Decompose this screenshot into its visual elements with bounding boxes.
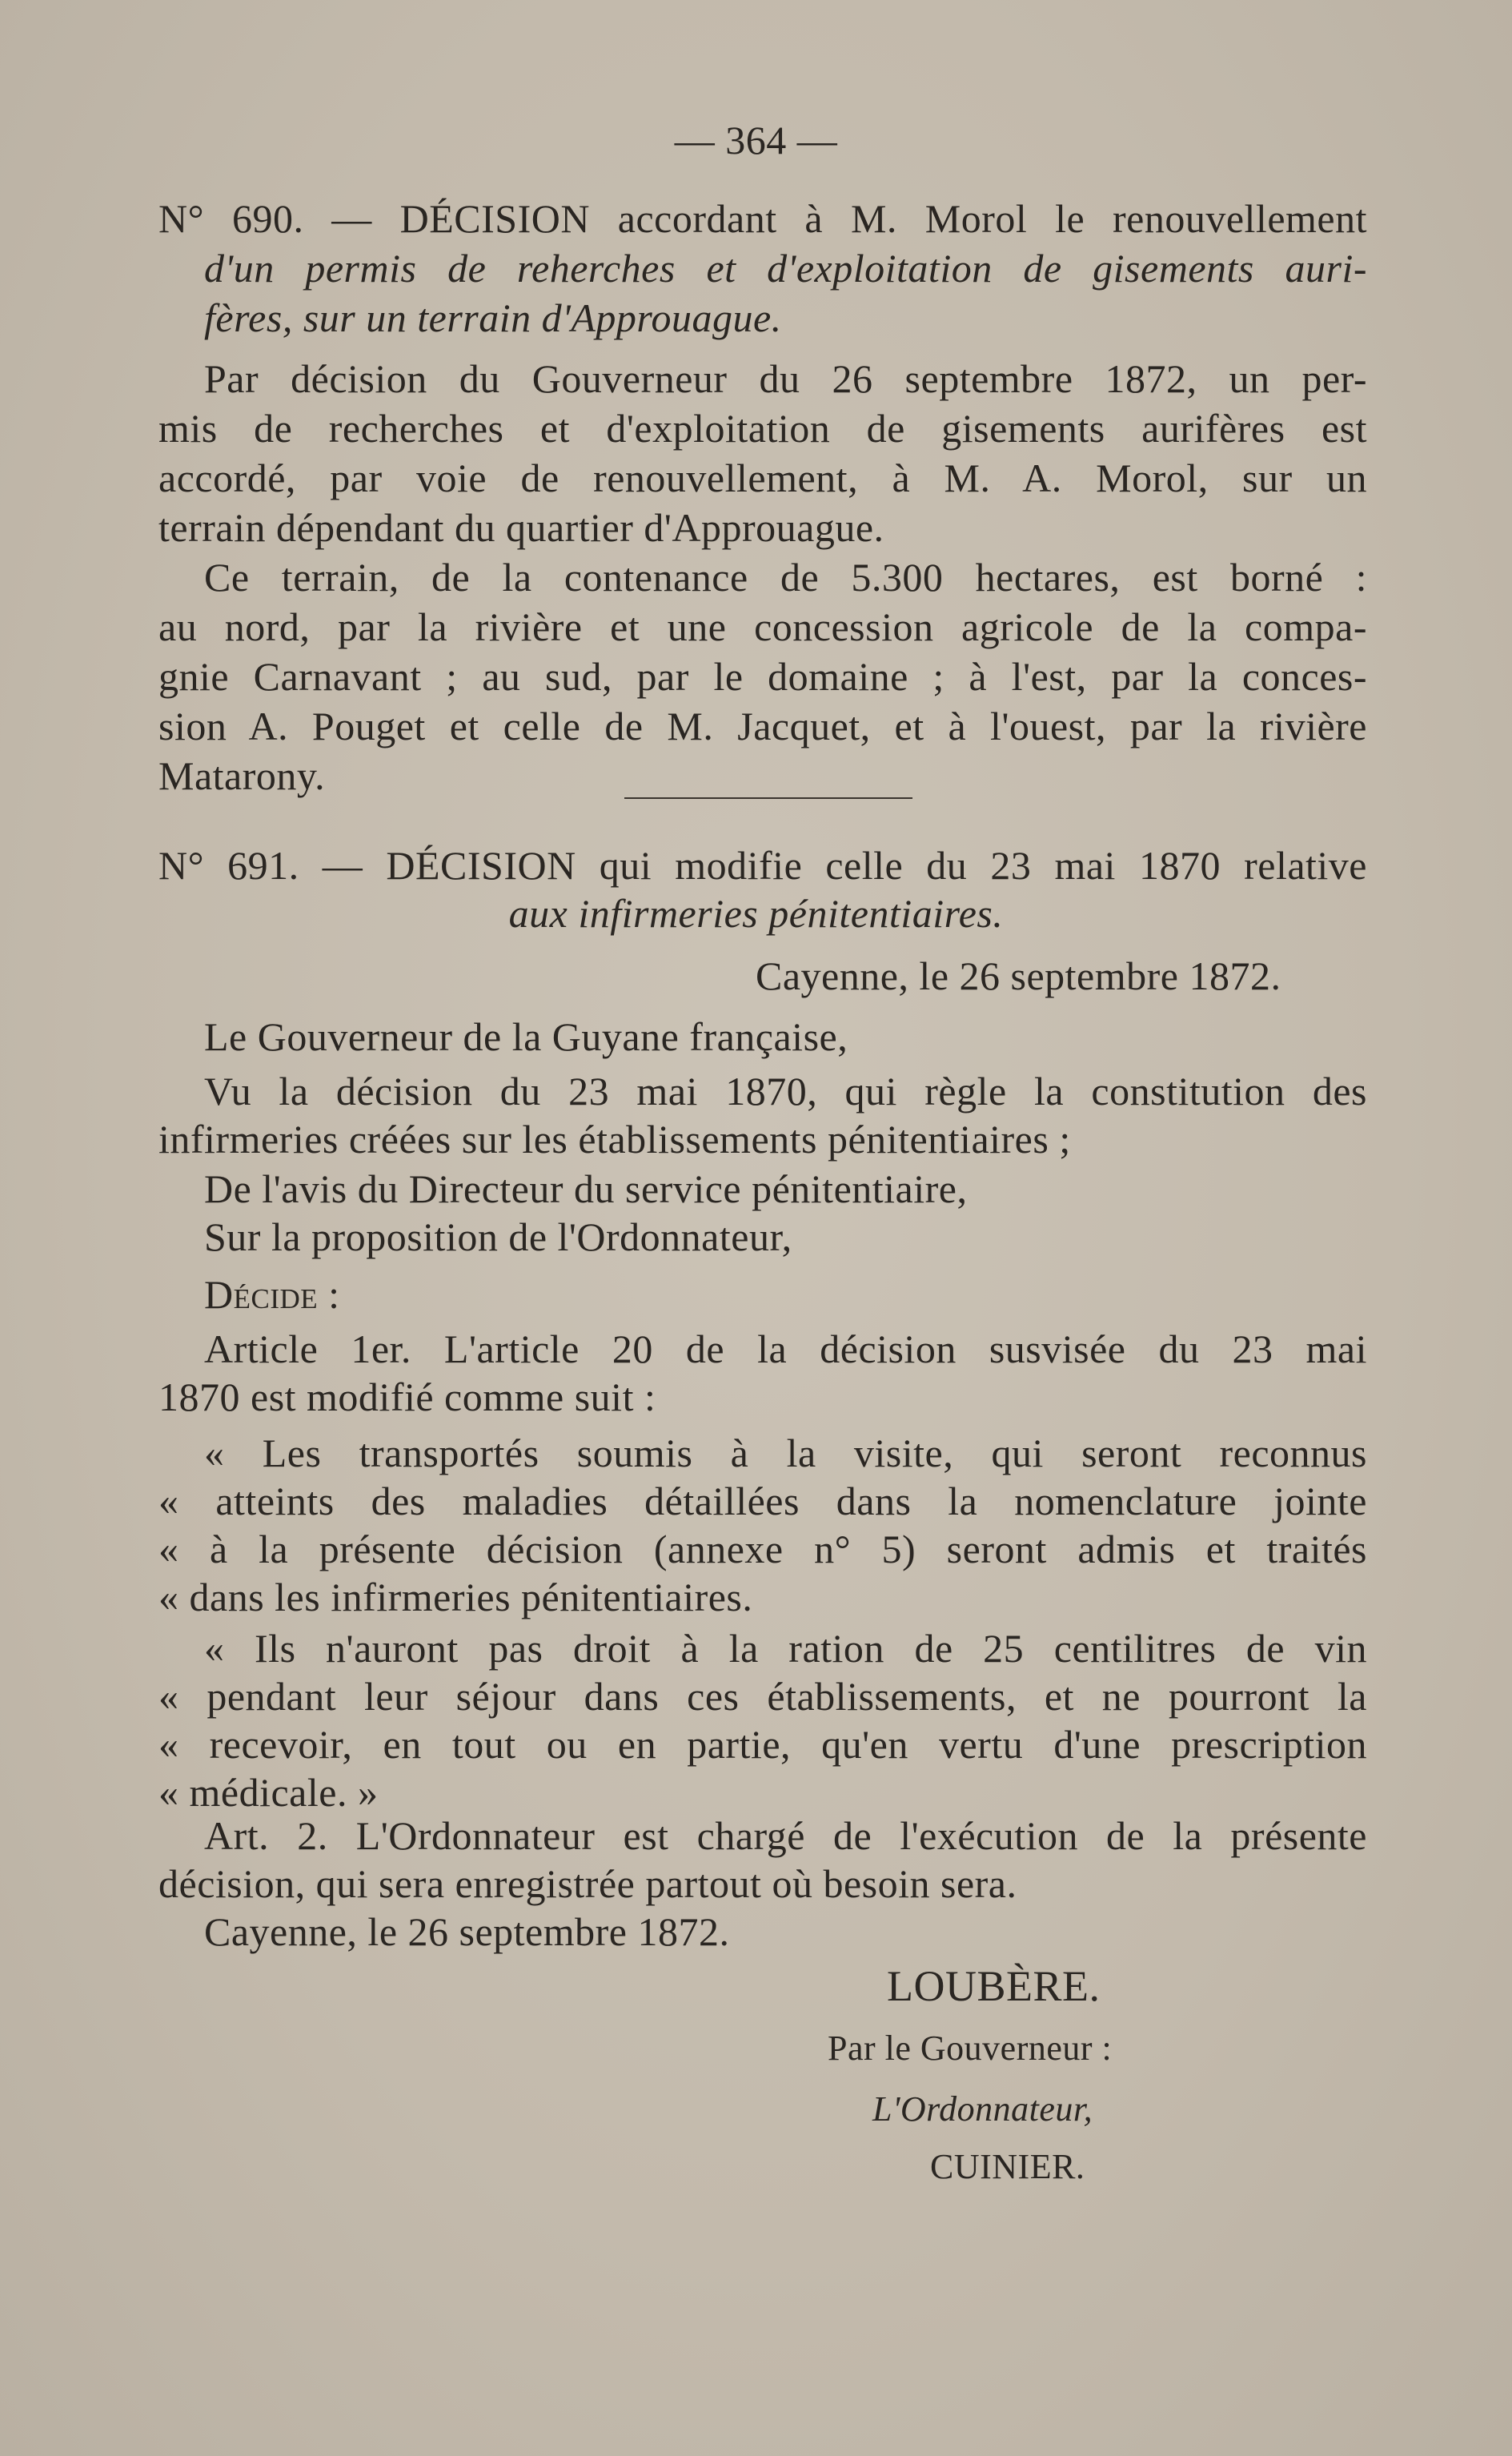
entry-691-body-line: « atteints des maladies détaillées dans la nomenclature jointe <box>158 1479 1367 1523</box>
entry-691-body-line: De l'avis du Directeur du service pénitentiaire, <box>204 1166 968 1211</box>
entry-690-heading-line-1: N° 690. — DÉCISION accordant à M. Morol le renouvellement <box>158 196 1367 241</box>
entry-690-body-line: au nord, par la rivière et une concession agricole de la compa- <box>158 604 1367 649</box>
signature-name: LOUBÈRE. <box>887 1962 1101 2010</box>
entry-690-body-line: terrain dépendant du quartier d'Approuague. <box>158 505 884 550</box>
entry-691-body-line: « Ils n'auront pas droit à la ration de 25 centilitres de vin <box>204 1626 1367 1671</box>
entry-691-body-line: Décide : <box>204 1272 340 1317</box>
signature-by-line: Par le Gouverneur : <box>828 2029 1113 2068</box>
entry-691-body-line: 1870 est modifié comme suit : <box>158 1374 656 1419</box>
entry-691-body-line: Sur la proposition de l'Ordonnateur, <box>204 1214 792 1259</box>
entry-690-heading-line-2: d'un permis de reherches et d'exploitation de gisements auri- <box>204 246 1367 291</box>
page-number: — 364 — <box>674 118 838 163</box>
entry-690-body-line: gnie Carnavant ; au sud, par le domaine ; à l'est, par la conces- <box>158 654 1367 699</box>
entry-691-body-line: infirmeries créées sur les établissements pénitentiaires ; <box>158 1117 1071 1162</box>
entry-691-body-line: décision, qui sera enregistrée partout où besoin sera. <box>158 1861 1017 1906</box>
entry-691-body-line: « médicale. » <box>158 1770 379 1815</box>
signature-signer: CUINIER. <box>930 2147 1085 2186</box>
entry-691-body-line: « à la présente décision (annexe n° 5) seront admis et traités <box>158 1527 1367 1571</box>
entry-691-body-line: Vu la décision du 23 mai 1870, qui règle la constitution des <box>204 1069 1367 1114</box>
entry-691-body-line: « pendant leur séjour dans ces établissements, et ne pourront la <box>158 1674 1367 1719</box>
entry-691-heading-line-1: N° 691. — DÉCISION qui modifie celle du 23 mai 1870 relative <box>158 843 1367 888</box>
entry-691-body-line: Cayenne, le 26 septembre 1872. <box>204 1909 730 1954</box>
entry-691-place-date: Cayenne, le 26 septembre 1872. <box>756 953 1281 998</box>
entry-690-body-line: Par décision du Gouverneur du 26 septembre 1872, un per- <box>204 356 1367 401</box>
entry-690-body-line: Matarony. <box>158 753 326 798</box>
entry-690-body-line: sion A. Pouget et celle de M. Jacquet, et à l'ouest, par la rivière <box>158 704 1367 748</box>
entry-691-body-line: « Les transportés soumis à la visite, qui seront reconnus <box>204 1431 1367 1475</box>
entry-691-body-line: « dans les infirmeries pénitentiaires. <box>158 1575 753 1619</box>
entry-691-body-line: Article 1er. L'article 20 de la décision susvisée du 23 mai <box>204 1326 1367 1371</box>
signature-role: L'Ordonnateur, <box>872 2089 1093 2129</box>
entry-690-heading-line-3: fères, sur un terrain d'Approuague. <box>204 295 782 340</box>
entry-691-body-line: Le Gouverneur de la Guyane française, <box>204 1014 848 1059</box>
section-divider <box>624 797 912 799</box>
entry-690-body-line: Ce terrain, de la contenance de 5.300 hectares, est borné : <box>204 555 1367 600</box>
entry-690-body-line: accordé, par voie de renouvellement, à M. A. Morol, sur un <box>158 455 1367 500</box>
entry-691-body-line: Art. 2. L'Ordonnateur est chargé de l'exécution de la présente <box>204 1813 1367 1858</box>
entry-691-body-line: « recevoir, en tout ou en partie, qu'en vertu d'une prescription <box>158 1722 1367 1767</box>
entry-690-body-line: mis de recherches et d'exploitation de gisements aurifères est <box>158 406 1367 451</box>
entry-691-heading-line-2: aux infirmeries pénitentiaires. <box>508 891 1004 936</box>
